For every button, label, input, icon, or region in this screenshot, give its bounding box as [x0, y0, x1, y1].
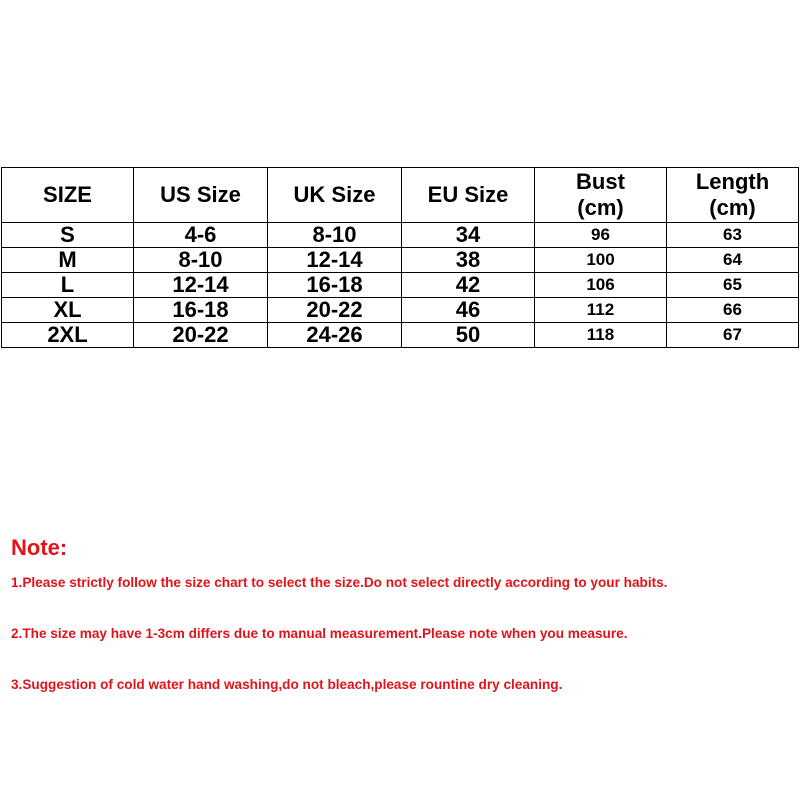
header-us-size: US Size	[134, 168, 268, 223]
header-uk-size: UK Size	[268, 168, 402, 223]
cell-size: S	[2, 223, 134, 248]
cell-eu-size: 42	[402, 273, 535, 298]
cell-bust: 96	[535, 223, 667, 248]
cell-bust: 112	[535, 298, 667, 323]
cell-size: 2XL	[2, 323, 134, 348]
cell-bust: 106	[535, 273, 667, 298]
header-length: Length (cm)	[667, 168, 799, 223]
cell-length: 64	[667, 248, 799, 273]
size-chart-table	[1, 167, 799, 348]
cell-length: 63	[667, 223, 799, 248]
note-title: Note:	[11, 535, 68, 560]
table-header-row	[2, 168, 799, 223]
header-eu-size: EU Size	[402, 168, 535, 223]
cell-eu-size: 46	[402, 298, 535, 323]
cell-us-size: 20-22	[134, 323, 268, 348]
cell-uk-size: 24-26	[268, 323, 402, 348]
cell-us-size: 8-10	[134, 248, 268, 273]
header-size: SIZE	[2, 168, 134, 223]
cell-us-size: 12-14	[134, 273, 268, 298]
note-line-2: 2.The size may have 1-3cm differs due to manual measurement.Please note when you measure.	[11, 626, 628, 641]
note-line-3: 3.Suggestion of cold water hand washing,do not bleach,please rountine dry cleaning.	[11, 677, 563, 692]
cell-us-size: 16-18	[134, 298, 268, 323]
cell-size: M	[2, 248, 134, 273]
table-row	[2, 323, 799, 348]
cell-length: 67	[667, 323, 799, 348]
cell-uk-size: 16-18	[268, 273, 402, 298]
table-row	[2, 223, 799, 248]
cell-length: 65	[667, 273, 799, 298]
cell-size: XL	[2, 298, 134, 323]
cell-size: L	[2, 273, 134, 298]
cell-bust: 118	[535, 323, 667, 348]
table-row	[2, 273, 799, 298]
cell-length: 66	[667, 298, 799, 323]
table-row	[2, 298, 799, 323]
notes-section	[11, 534, 796, 692]
cell-eu-size: 38	[402, 248, 535, 273]
cell-eu-size: 50	[402, 323, 535, 348]
note-line-1: 1.Please strictly follow the size chart to select the size.Do not select directly according to your habits.	[11, 575, 668, 590]
cell-us-size: 4-6	[134, 223, 268, 248]
cell-bust: 100	[535, 248, 667, 273]
cell-eu-size: 34	[402, 223, 535, 248]
header-bust: Bust (cm)	[535, 168, 667, 223]
cell-uk-size: 12-14	[268, 248, 402, 273]
table-row	[2, 248, 799, 273]
cell-uk-size: 20-22	[268, 298, 402, 323]
cell-uk-size: 8-10	[268, 223, 402, 248]
